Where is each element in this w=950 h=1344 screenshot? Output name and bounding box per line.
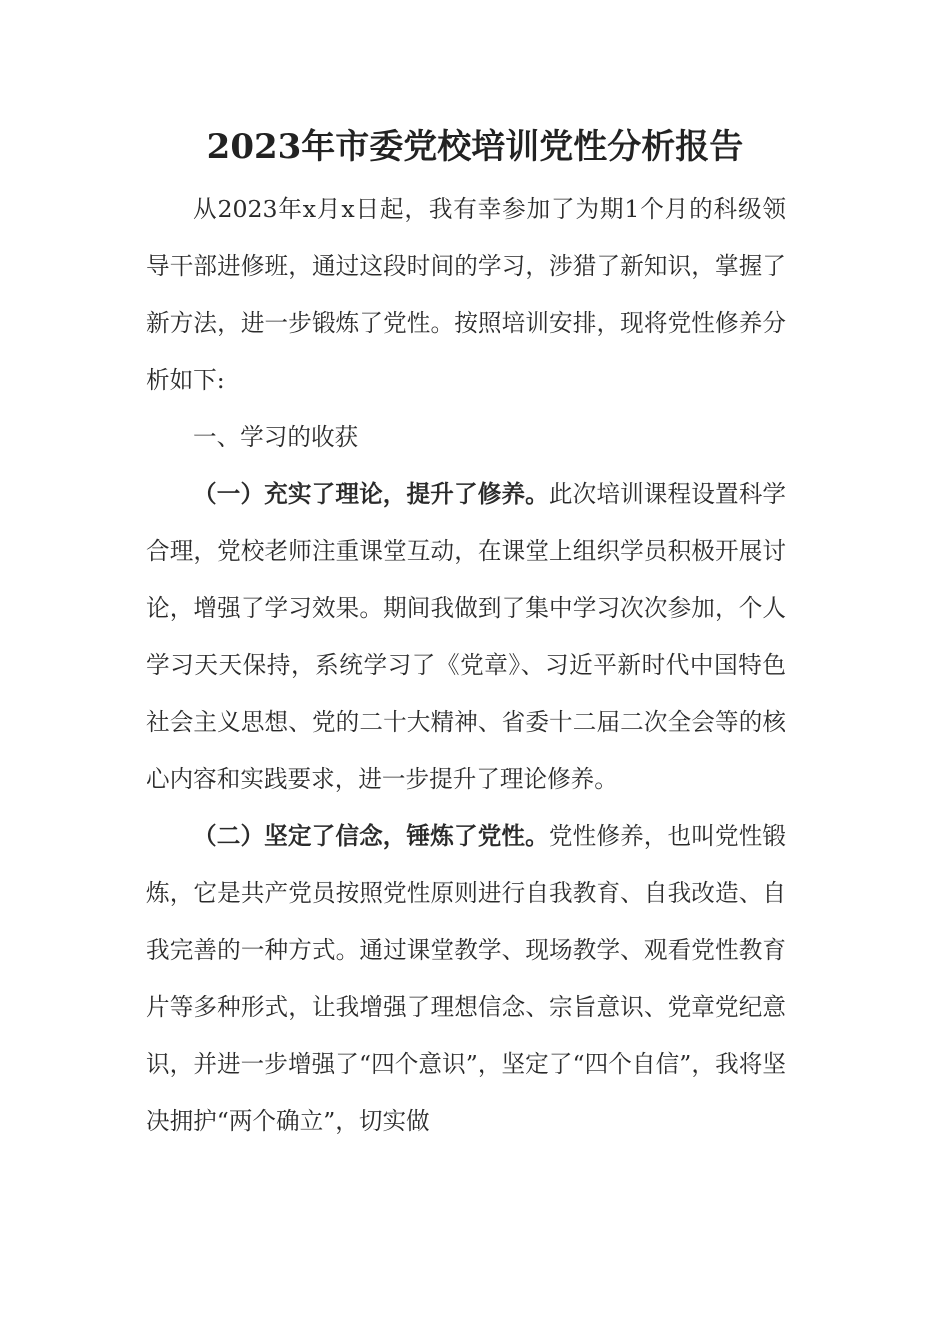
document-body	[146, 181, 786, 1150]
point-one-lead: （一）充实了理论，提升了修养。	[193, 480, 549, 508]
point-two-lead: （二）坚定了信念，锤炼了党性。	[193, 822, 549, 850]
intro-paragraph: 从2023年x月x日起，我有幸参加了为期1个月的科级领导干部进修班，通过这段时间的学习，涉猎了新知识，掌握了新方法，进一步锻炼了党性。按照培训安排，现将党性修养分析如下:	[146, 195, 786, 394]
point-two-text: 党性修养，也叫党性锻炼，它是共产党员按照党性原则进行自我教育、自我改造、自我完善的一种方式。通过课堂教学、现场教学、观看党性教育片等多种形式，让我增强了理想信念、宗旨意识、党章党纪意识，并进一步增强了“四个意识”，坚定了“四个自信”，我将坚决拥护“两个确立”，切实做	[146, 822, 787, 1135]
point-one-text: 此次培训课程设置科学合理，党校老师注重课堂互动，在课堂上组织学员积极开展讨论，增强了学习效果。期间我做到了集中学习次次参加，个人学习天天保持，系统学习了《党章》、习近平新时代中国特色社会主义思想、党的二十大精神、省委十二届二次全会等的核心内容和实践要求，进一步提升了理论修养。	[146, 480, 787, 793]
point-one-paragraph	[146, 466, 786, 808]
document-title: 2023年市委党校培训党性分析报告	[206, 127, 744, 167]
point-two-paragraph	[146, 808, 786, 1150]
section-heading: 一、学习的收获	[193, 423, 359, 451]
